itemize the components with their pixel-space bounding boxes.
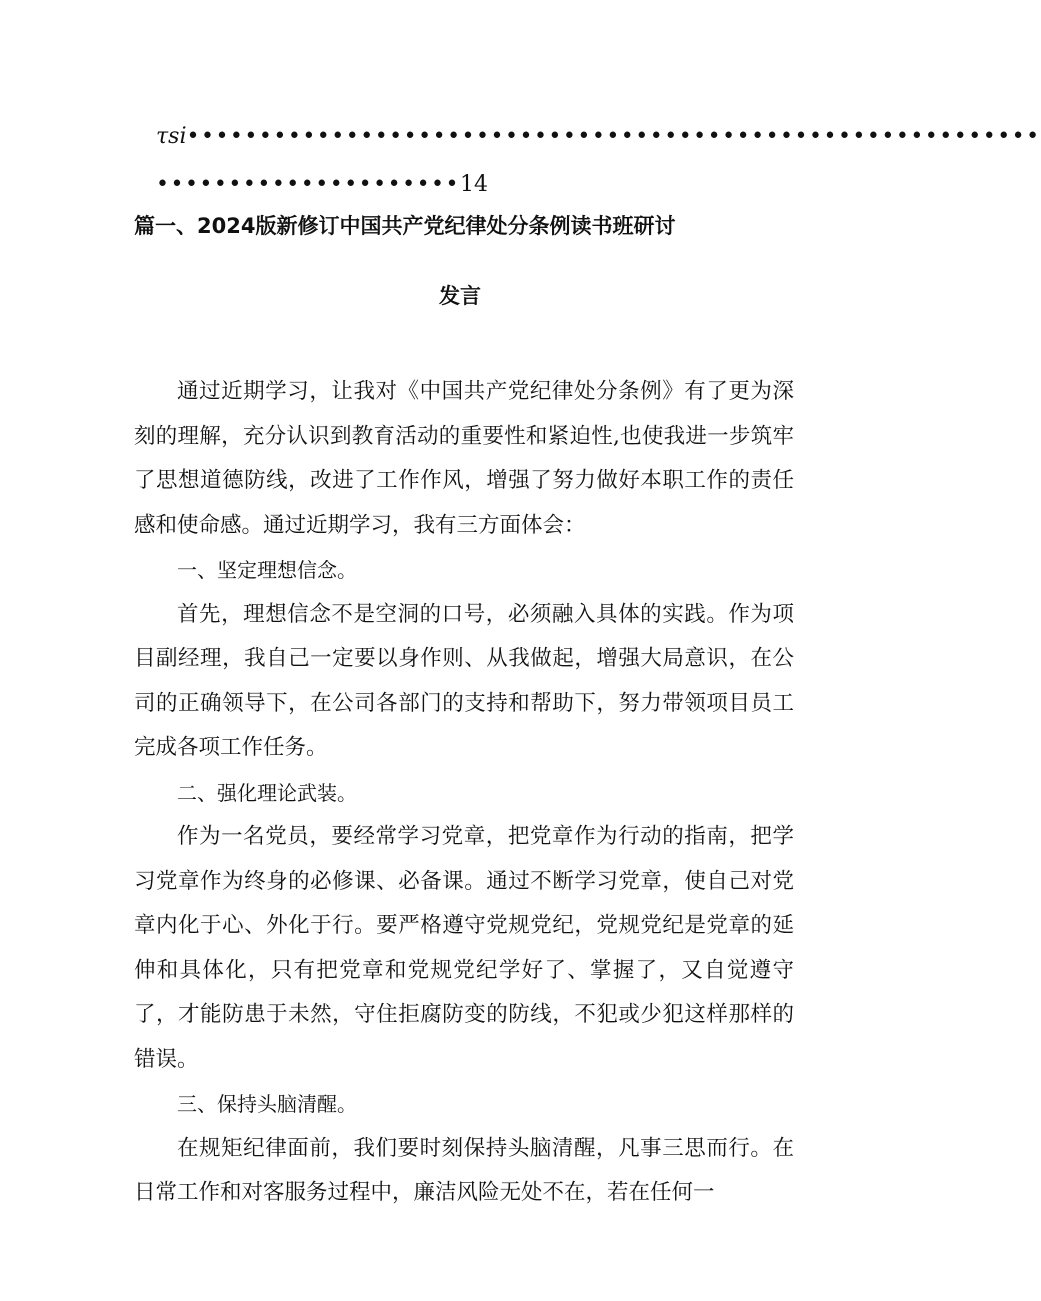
section-heading-1: 一、坚定理想信念。 <box>177 558 357 582</box>
document-body <box>134 370 794 1216</box>
document-title-line-1: 篇一、2024版新修订中国共产党纪律处分条例读书班研讨 <box>134 214 676 238</box>
document-title-line-2: 发言 <box>439 284 481 308</box>
paragraph-section-3: 在规矩纪律面前，我们要时刻保持头脑清醒，凡事三思而行。在日常工作和对客服务过程中，廉洁风险无处不在，若在任何一 <box>134 1135 794 1205</box>
paragraph-section-1: 首先，理想信念不是空洞的口号，必须融入具体的实践。作为项目副经理，我自己一定要以身作则、从我做起，增强大局意识，在公司的正确领导下，在公司各部门的支持和帮助下，努力带领项目员工完成各项工作任务。 <box>134 601 794 760</box>
paragraph-section-2: 作为一名党员，要经常学习党章，把党章作为行动的指南，把学习党章作为终身的必修课、必备课。通过不断学习党章，使自己对党章内化于心、外化于行。要严格遵守党规党纪，党规党纪是党章的延伸和具体化，只有把党章和党规党纪学好了、掌握了，又自觉遵守了，才能防患于未然，守住拒腐防变的防线，不犯或少犯这样那样的错误。 <box>134 824 794 1072</box>
toc-entry-tail-text: τsi <box>156 124 187 149</box>
paragraph-intro: 通过近期学习，让我对《中国共产党纪律处分条例》有了更为深刻的理解，充分认识到教育活动的重要性和紧迫性,也使我进一步筑牢了思想道德防线，改进了工作作风，增强了努力做好本职工作的责任感和使命感。通过近期学习，我有三方面体会： <box>134 379 794 538</box>
toc-leader-dots: ••••••••••••••••••••• <box>156 172 461 197</box>
section-heading-3: 三、保持头脑清醒。 <box>177 1092 357 1116</box>
toc-page-number: 14 <box>460 172 489 197</box>
toc-leader-dots: ••••••••••••••••••••••••••••••••••••••••••••••••••••••••••• <box>186 124 1041 149</box>
section-heading-2: 二、强化理论武装。 <box>177 780 357 805</box>
toc-entry-line-1[interactable] <box>156 124 1041 149</box>
toc-entry-line-2[interactable] <box>156 172 796 197</box>
